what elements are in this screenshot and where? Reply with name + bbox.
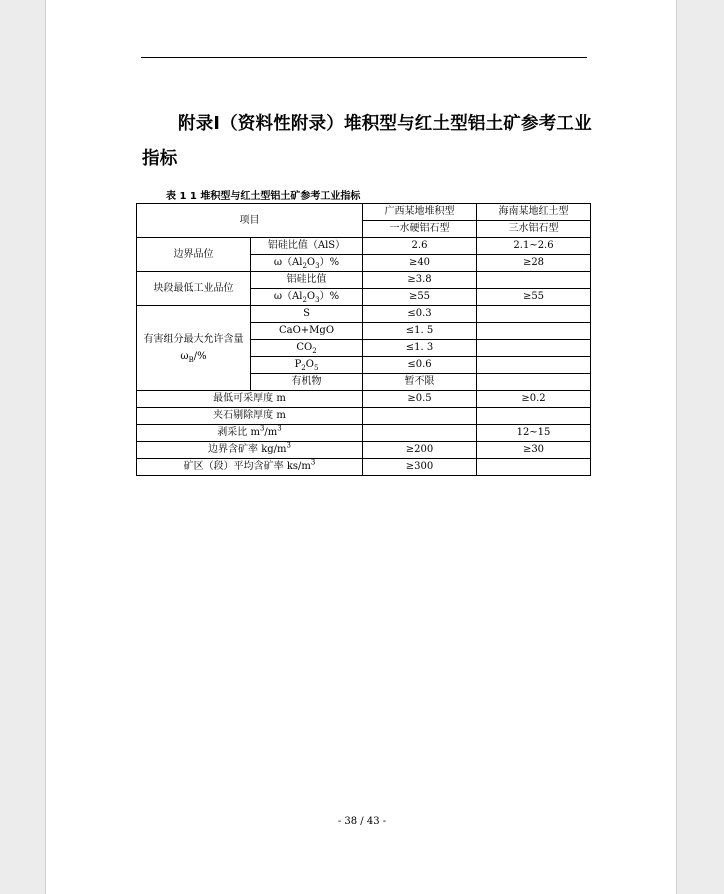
- cell: [477, 272, 591, 289]
- table-row: [137, 425, 591, 442]
- reference-table: [136, 203, 591, 476]
- cell: [477, 306, 591, 323]
- block-min-label: 块段最低工业品位: [137, 272, 251, 306]
- header-col2-region: 海南某地红土型: [477, 204, 591, 221]
- cell: 夹石剔除厚度 m: [137, 408, 363, 425]
- table-row: [137, 306, 591, 323]
- cell: [477, 408, 591, 425]
- cell: ≤1. 3: [363, 340, 477, 357]
- cell: 有机物: [251, 374, 363, 391]
- table-header-row: [137, 204, 591, 221]
- cell: [477, 374, 591, 391]
- cell: [477, 340, 591, 357]
- harmful-label: 有害组分最大允许含量$\omega_B/\%$: [137, 306, 251, 391]
- cell: [363, 425, 477, 442]
- cell: [477, 459, 591, 476]
- document-page: [45, 0, 677, 894]
- table-row: [137, 391, 591, 408]
- cell: ≥200: [363, 442, 477, 459]
- cell: ≥55: [363, 289, 477, 306]
- cell: 2.1~2.6: [477, 238, 591, 255]
- table-row: [137, 272, 591, 289]
- cell: 暂不限: [363, 374, 477, 391]
- cell: 矿区（段）平均含矿率 $ks/m^3$: [137, 459, 363, 476]
- cell: CaO+MgO: [251, 323, 363, 340]
- cell: ≤0.3: [363, 306, 477, 323]
- cell: [363, 408, 477, 425]
- table-row: [137, 442, 591, 459]
- appendix-title: 附录Ⅰ（资料性附录）堆积型与红土型铝土矿参考工业指标: [142, 114, 592, 169]
- cell: ≤0.6: [363, 357, 477, 374]
- cell: [477, 357, 591, 374]
- cell: [477, 323, 591, 340]
- cell: 铝硅比值: [251, 272, 363, 289]
- header-col2-type: 三水铝石型: [477, 221, 591, 238]
- cell: ≥0.2: [477, 391, 591, 408]
- cell: 铝硅比值（AlS）: [251, 238, 363, 255]
- cell: ≥40: [363, 255, 477, 272]
- table-row: [137, 408, 591, 425]
- cell: ≥55: [477, 289, 591, 306]
- boundary-grade-label: 边界品位: [137, 238, 251, 272]
- cell: 12~15: [477, 425, 591, 442]
- cell: $\omega(Al_2O_3)\%$: [251, 255, 363, 272]
- header-item: 项目: [137, 204, 363, 238]
- cell: ≤1. 5: [363, 323, 477, 340]
- cell: ≥30: [477, 442, 591, 459]
- cell: ≥300: [363, 459, 477, 476]
- cell: $CO_2$: [251, 340, 363, 357]
- table-row: [137, 459, 591, 476]
- cell: $\omega(Al_2O_3)\%$: [251, 289, 363, 306]
- header-rule: [141, 57, 587, 58]
- cell: ≥3.8: [363, 272, 477, 289]
- cell: S: [251, 306, 363, 323]
- cell: ≥28: [477, 255, 591, 272]
- cell: 2.6: [363, 238, 477, 255]
- header-col1-region: 广西某地堆积型: [363, 204, 477, 221]
- header-col1-type: 一水硬铝石型: [363, 221, 477, 238]
- cell: 最低可采厚度 m: [137, 391, 363, 408]
- cell: 剥采比 $m^3/m^3$: [137, 425, 363, 442]
- cell: $P_2O_5$: [251, 357, 363, 374]
- page-number: - 38 / 43 -: [337, 816, 387, 827]
- cell: 边界含矿率 $kg/m^3$: [137, 442, 363, 459]
- table-caption: 表 1 1 堆积型与红土型铝土矿参考工业指标: [166, 191, 361, 202]
- table-row: [137, 238, 591, 255]
- cell: ≥0.5: [363, 391, 477, 408]
